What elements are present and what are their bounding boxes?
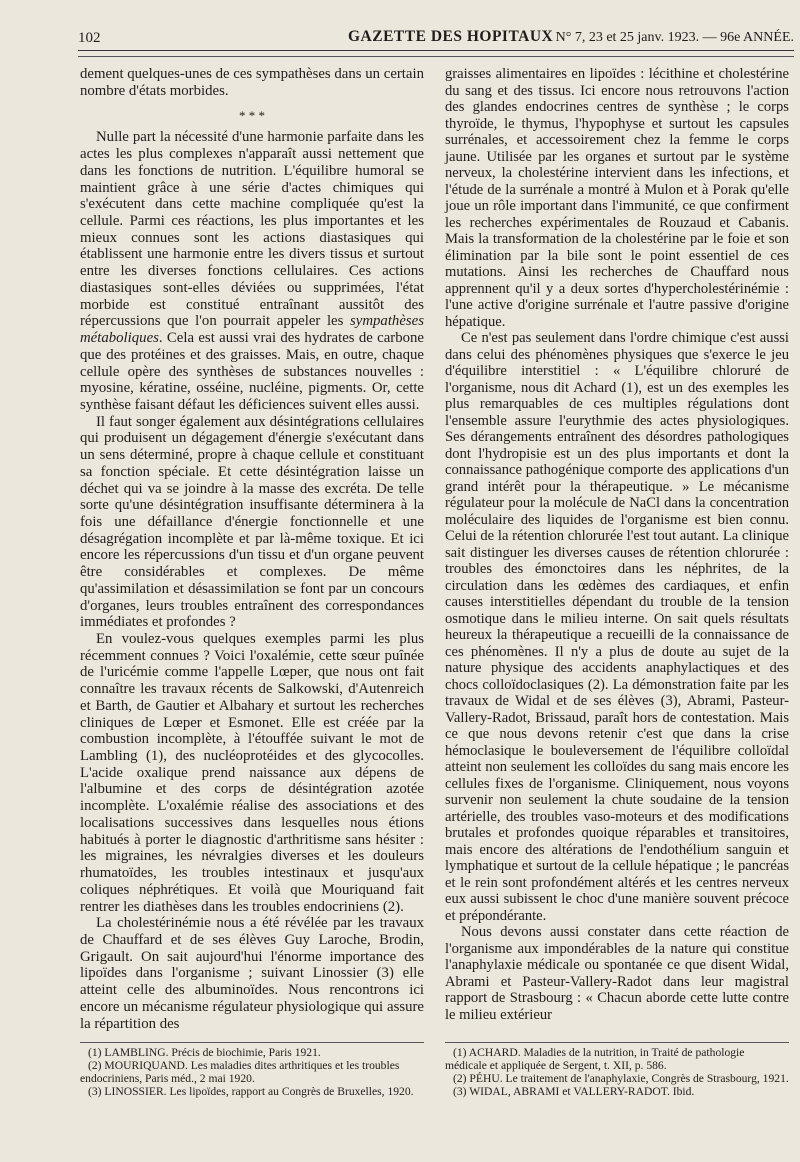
header-rule — [78, 56, 794, 57]
right-column — [445, 66, 789, 1023]
left-column — [80, 66, 424, 1032]
paragraph: Ce n'est pas seulement dans l'ordre chimique c'est aussi dans celui des phénomènes physiques que s'exerce le jeu d'équilibre interstitiel : « L'équilibre chloruré de l'organisme, nous dit Achard (1), est un des exemples les plus remarquables de ces multiples régulations dont l'ensemble assure l'eurythmie des actes physiologiques. Ses dérangements entraînent des désordres pathologiques dont l'hydropisie est un des plus importants et dont la connaissance pathogénique comporte des applications d'un grand intérêt pour la thérapeutique. » Le mécanisme régulateur pour la molécule de NaCl dans la concentration moléculaire des liquides de l'organisme est bien connu. Celui de la rétention chlorurée l'est tout autant. La clinique sait distinguer les diverses causes de rétention chlorurée : troubles des émonctoires dans les néphrites, de la circulation dans les œdèmes des cardiaques, et enfin causes interstitielles dépendant du trouble de la tension osmotique dans le milieu interne. On sait quels résultats heureux la thérapeutique a recueilli de la connaissance de ces phénomènes. Il n'y a plus de doute au sujet de la nature physique des accidents anaphylactiques et des chocs colloïdoclasiques (2). La démonstration faite par les travaux de Widal et de ses élèves (3), Abrami, Pasteur-Vallery-Radot, Brissaud, paraît hors de contestation. Mais ce que nous devons retenir c'est que dans la crise hémoclasique le bouleversement de l'équilibre colloïdal atteint non seulement les colloïdes du sang mais encore les cellules fixes de l'organisme. Cliniquement, nous voyons survenir non seulement la chute soudaine de la tension artérielle, des troubles vaso-moteurs et des modifications brutales et profondes quoique réparables et transitoires, mais encore des altérations de l'endothélium sanguin et lymphatique et surtout de la cellule hépatique ; le pancréas et le rein sont profondément altérés et les centres nerveux eux aussi subissent le choc d'une manière souvent précoce et prépondérante. — [445, 330, 789, 924]
footnote: (3) WIDAL, ABRAMI et VALLERY-RADOT. Ibid. — [453, 1085, 695, 1098]
paragraph-text: . Cela est aussi vrai des hydrates de carbone que des protéines et des graisses. Mais, en outre, chaque cellule opère des synthèses de substances nouvelles : myosine, kératine, osséine, nucléine, pigments. Or, cette synthèse faisant défaut les déficiences suivent elles aussi. — [80, 330, 424, 413]
issue-info: N° 7, 23 et 25 janv. 1923. — 96e ANNÉE. — [555, 30, 794, 45]
journal-title: GAZETTE DES HOPITAUX — [348, 28, 554, 45]
paragraph-text: Nulle part la nécessité d'une harmonie parfaite dans les actes les plus complexes n'apparaît aussi nettement que dans les fonctions de nutrition. L'équilibre humoral se maintient grâce à une série d'actes chimiques qui s'exécutent dans cette machine compliquée qu'est la cellule. Parmi ces réactions, les plus importantes et les mieux connues sont les actions diastasiques qui établissent une harmonie entre les divers tissus et surtout entre les diverses fonctions cellulaires. Ces actions diastasiques sont-elles déviées ou supprimées, l'état morbide est constitué entraînant aussitôt des répercussions que l'on pourrait appeler les — [80, 129, 424, 330]
section-separator: * * * — [239, 108, 265, 124]
page-number: 102 — [78, 30, 101, 46]
italic-term: sympathèses métaboliques — [80, 313, 424, 347]
footnote: (2) PÉHU. Le traitement de l'anaphylaxie, Congrès de Strasbourg, 1921. — [453, 1072, 789, 1085]
footnotes-left — [80, 1046, 424, 1098]
footnote-rule — [445, 1042, 789, 1043]
footnote: (3) LINOSSIER. Les lipoïdes, rapport au Congrès de Bruxelles, 1920. — [88, 1085, 414, 1098]
paragraph: La cholestérinémie nous a été révélée par les travaux de Chauffard et de ses élèves Guy Laroche, Brodin, Grigault. On sait aujourd'hui l'énorme importance des lipoïdes dans l'organisme ; suivant Linossier (3) elle atteint celle des albuminoïdes. Nous rencontrons ici encore un mécanisme régulateur physiologique qui assure la répartition des — [80, 915, 424, 1032]
footnote: (2) MOURIQUAND. Les maladies dites arthritiques et les troubles endocriniens, Paris méd., 2 mai 1920. — [80, 1059, 400, 1085]
paragraph: Il faut songer également aux désintégrations cellulaires qui produisent un dégagement d'énergie s'exécutant dans un sens déterminé, propre à chaque cellule et constituant sa fonction spéciale. Et cette désintégration laisse un déchet qui va se joindre à la masse des excréta. De telle sorte qu'une désintégration insuffisante déterminera à la fois une défaillance d'énergie fonctionnelle et une désagrégation incomplète et par là-même toxique. Et ici encore les répercussions d'un tissu et d'un organe peuvent être considérables et complexes. De même qu'assimilation et désassimilation se font par un concours d'organes, leurs troubles entraînent des correspondances immédiates et profondes ? — [80, 413, 424, 631]
footnote-rule — [80, 1042, 424, 1043]
paragraph: Nous devons aussi constater dans cette réaction de l'organisme aux impondérables de la nature qui constitue l'anaphylaxie médicale ou spontanée ce que disent Widal, Abrami et Pasteur-Vallery-Radot dans leur magistral rapport de Strasbourg : « Chacun aborde cette lutte contre le milieu extérieur — [445, 924, 789, 1023]
paragraph: En voulez-vous quelques exemples parmi les plus récemment connues ? Voici l'oxalémie, cette sœur puînée de l'uricémie comme l'appelle Lœper, que nous ont fait connaître les travaux récents de Salkowski, d'Autenreich et Barth, de Gautier et Albahary et surtout les recherches cliniques de Lœper et Esmonet. Elle est créée par la combustion incomplète, à l'étouffée suivant le mot de Lambling (1), des nucléoprotéides et des glycocolles. L'acide oxalique prend naissance aux dépens de l'albumine et des corps de désintégration azotée incomplète. L'oxalémie réalise des associations et des localisations successives dans lesquelles nous étions habitués à porter le diagnostic d'arthritisme sans hésiter : les migraines, les névralgies diverses et les douleurs rhumatoïdes, les troubles intestinaux et jusqu'aux coliques néphrétiques. Et voilà que Mouriquand fait rentrer les diathèses dans les troubles endocriniens (2). — [80, 631, 424, 915]
footnote: (1) LAMBLING. Précis de biochimie, Paris 1921. — [88, 1046, 321, 1059]
footnotes-right — [445, 1046, 789, 1098]
footnote: (1) ACHARD. Maladies de la nutrition, in Traité de pathologie médicale et appliquée de Sergent, t. XII, p. 586. — [445, 1046, 745, 1072]
page-header — [78, 28, 794, 51]
paragraph — [80, 129, 424, 413]
paragraph: dement quelques-unes de ces sympathèses dans un certain nombre d'états morbides. — [80, 66, 424, 99]
paragraph: graisses alimentaires en lipoïdes : lécithine et cholestérine du sang et des tissus. Ici encore nous retrouvons l'action des glandes endocrines centres de synthèse ; le corps thyroïde, le thymus, l'hypophyse et surtout les capsules surrénales, et accessoirement chez la femme le corps jaune. Utilisée par les organes et surtout par le système nerveux, la cholestérine intervient dans les infections, et l'étude de la surrénale a montré à Mulon et à Porak qu'elle joue un rôle important dans l'immunité, ce que confirment les recherches expérimentales de Rouzaud et Cabanis. Mais la transformation de la cholestérine par le foie et son élimination par la bile sont le point essentiel de ces mutations. Ainsi les recherches de Chauffard nous apprennent qu'il y a deux sortes d'hypercholestérinémie : l'une active d'origine surrénale et l'autre passive d'origine hépatique. — [445, 66, 789, 330]
